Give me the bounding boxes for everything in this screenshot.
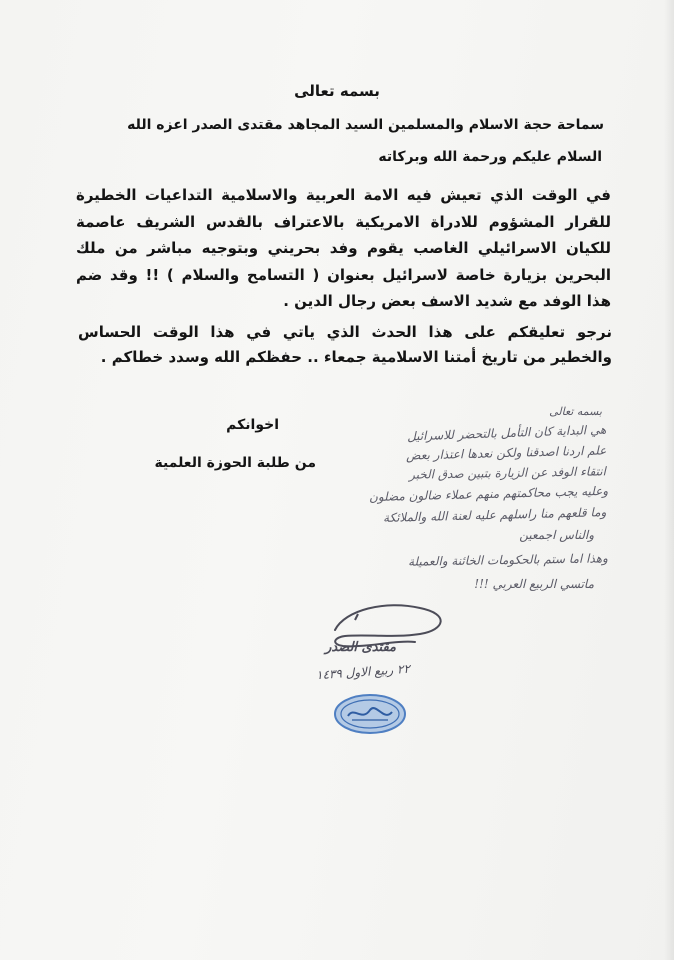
- reply-line-3: علم اردنا اصدقنا ولكن نعدها اعتذار بعض: [405, 443, 607, 463]
- reply-line-7: والناس اجمعين: [519, 528, 594, 542]
- signature-date: ٢٢ ربيع الاول ١٤٣٩: [315, 661, 411, 683]
- letter-paragraph-1: في الوقت الذي تعيش فيه الامة العربية والاسلامية التداعيات الخطيرة للقرار المشؤوم للادراة الامريكية بالاعتراف بالقدس الشريف عاصمة للكيان الاسرائيلي الغاصب يقوم وفد بحريني وبتوجيه مباشر من ملك البحرين بزيارة خاصة لاسرائيل بعنوان ( التسامح والسلام ) !! وقد ضم هذا الوفد مع شديد الاسف بعض رجال الدين .: [76, 186, 611, 310]
- reply-line-1: بسمه تعالى: [549, 405, 602, 418]
- reply-line-6: وما قلعهم منا راسلهم عليه لعنة الله والملائكة: [382, 505, 607, 525]
- closing-line: اخوانكم: [226, 417, 279, 433]
- letter-paragraph-2: نرجو تعليقكم على هذا الحدث الذي ياتي في هذا الوقت الحساس والخطير من تاريخ أمتنا الاسلامية جمعاء .. حفظكم الله وسدد خطاكم .: [78, 323, 612, 366]
- signature-name: مقتدى الصدر: [325, 640, 396, 655]
- reply-line-9: ماتسي الربيع العربي !!!: [474, 577, 594, 591]
- greeting-line: السلام عليكم ورحمة الله وبركاته: [378, 149, 602, 165]
- reply-line-4: انتقاء الوفد عن الزيارة بتبين صدق الخبر: [409, 464, 607, 482]
- sender-line: من طلبة الحوزة العلمية: [154, 455, 316, 471]
- seal-stamp: [332, 692, 408, 736]
- reply-line-5: وعليه يجب محاكمتهم منهم عملاء ضالون مضلون: [368, 483, 609, 505]
- reply-line-8: وهذا اما ستم بالحكومات الخائنة والعميلة: [408, 551, 609, 569]
- reply-line-2: هي البداية كان التأمل بالتحضر للاسرائيل: [406, 422, 607, 444]
- addressee-line: سماحة حجة الاسلام والمسلمين السيد المجاهد مقتدى الصدر اعزه الله: [127, 117, 604, 133]
- basmala-heading: بسمه تعالى: [294, 82, 380, 100]
